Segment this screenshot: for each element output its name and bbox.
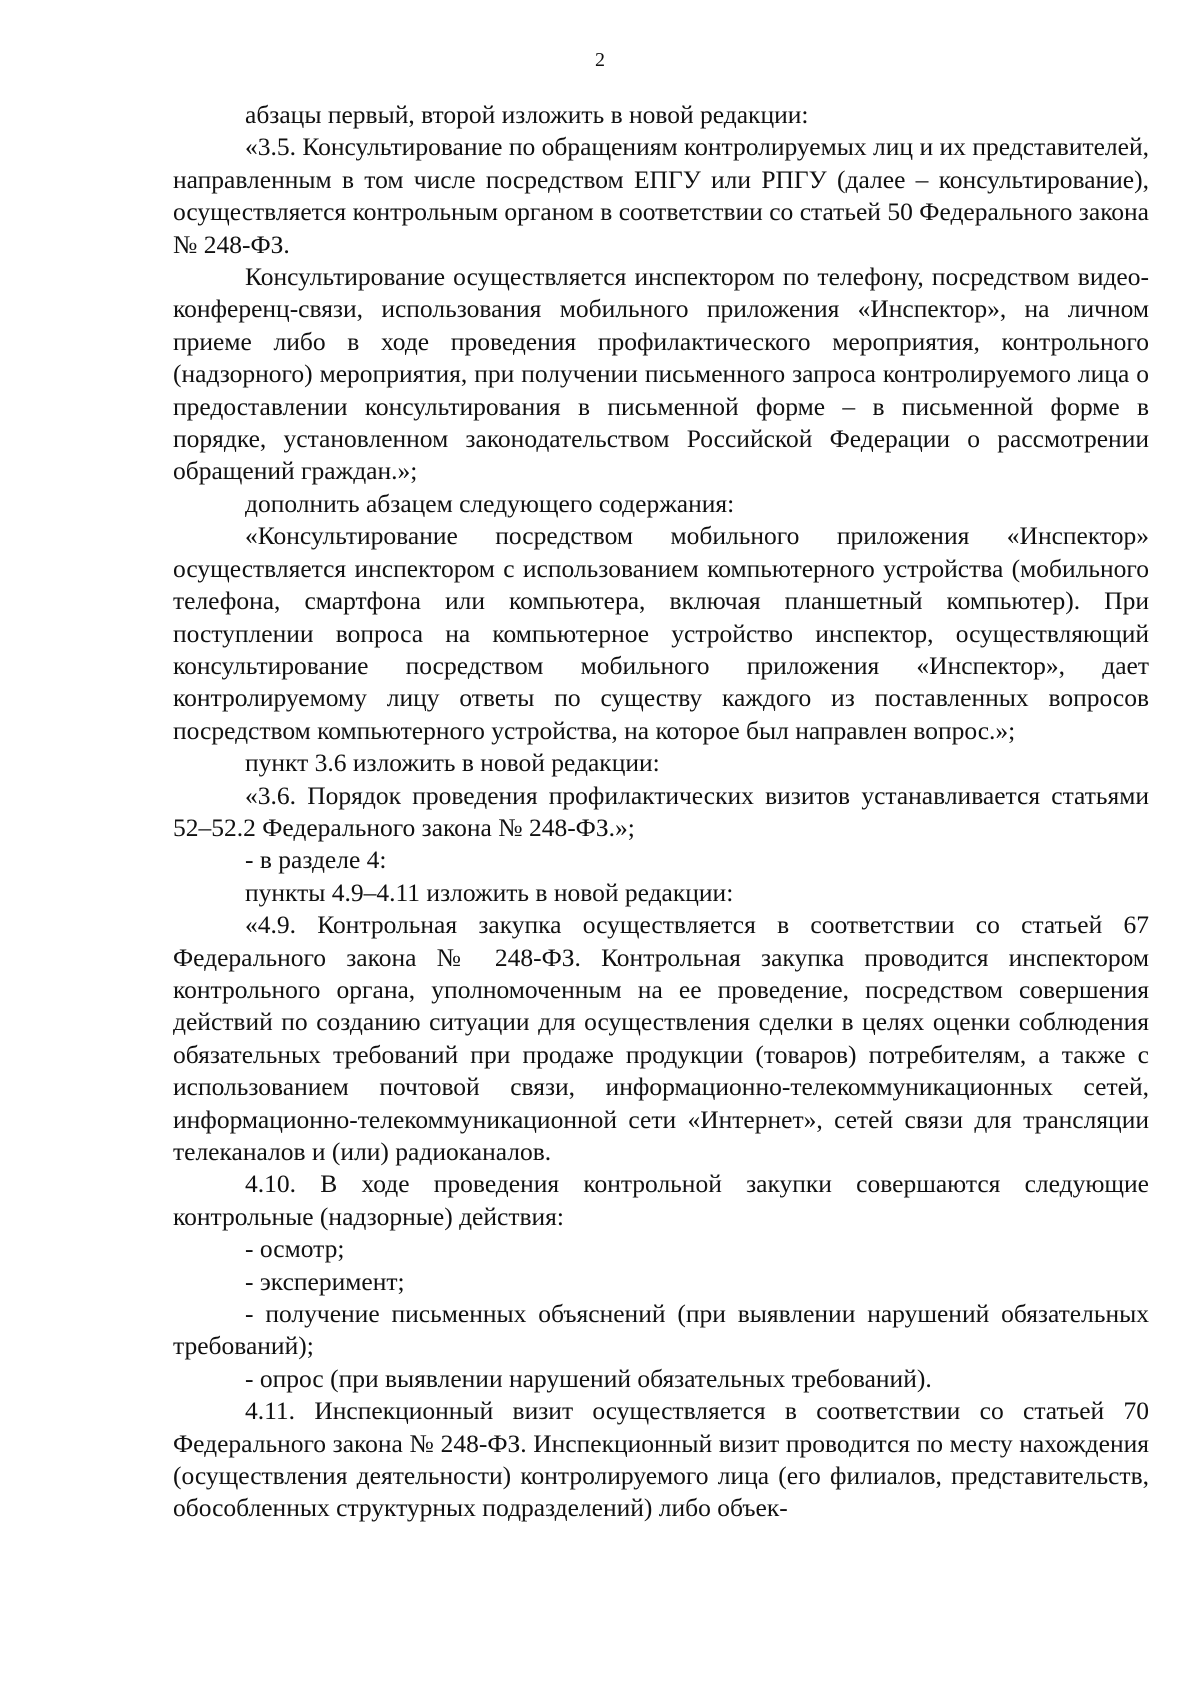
paragraph: 4.10. В ходе проведения контрольной закупки совершаются следующие контрольные (надзорные) действия: (173, 1169, 1149, 1231)
paragraph: абзацы первый, второй изложить в новой редакции: (245, 100, 809, 129)
paragraph: дополнить абзацем следующего содержания: (245, 488, 735, 518)
paragraph: пункты 4.9–4.11 изложить в новой редакции: (245, 877, 734, 907)
list-item: - эксперимент; (245, 1266, 405, 1296)
paragraph: «3.5. Консультирование по обращениям контролируемых лиц и их представителей, направленным в том числе посредством ЕПГУ или РПГУ (далее – консультирование), осуществляется контрольным органом в соответствии со статьей 50 Федерального закона № 248-ФЗ. (173, 132, 1149, 259)
paragraph: Консультирование осуществляется инспектором по телефону, посредством видео-конференц-связи, использования мобильного приложения «Инспектор», на личном приеме либо в ходе проведения профилактического мероприятия, контрольного (надзорного) мероприятия, при получении письменного запроса контролируемого лица о предоставлении консультирования в письменной форме – в письменной форме в порядке, установленном законодательством Российской Федерации о рассмотрении обращений граждан.»; (173, 262, 1149, 486)
paragraph: «4.9. Контрольная закупка осуществляется в соответствии со статьей 67 Федерального закона № 248-ФЗ. Контрольная закупка проводится инспектором контрольного органа, уполномоченным на ее проведение, посредством совершения действий по созданию ситуации для осуществления сделки в целях оценки соблюдения обязательных требований при продаже продукции (товаров) потребителям, а также с использованием почтовой связи, информационно-телекоммуникационных сетей, информационно-телекоммуникационной сети «Интернет», сетей связи для трансляции телеканалов и (или) радиоканалов. (173, 910, 1149, 1166)
paragraph: 4.11. Инспекционный визит осуществляется в соответствии со статьей 70 Федерального закона № 248-ФЗ. Инспекционный визит проводится по месту нахождения (осуществления деятельности) контролируемого лица (его филиалов, представительств, обособленных структурных подразделений) либо объек- (173, 1396, 1149, 1523)
list-item: - в разделе 4: (245, 845, 387, 875)
paragraph: «Консультирование посредством мобильного приложения «Инспектор» осуществляется инспектором с использованием компьютерного устройства (мобильного телефона, смартфона или компьютера, включая планшетный компьютер). При поступлении вопроса на компьютерное устройство инспектор, осуществляющий консультирование посредством мобильного приложения «Инспектор», дает контролируемому лицу ответы по существу каждого из поставленных вопросов посредством компьютерного устройства, на которое был направлен вопрос.»; (173, 521, 1149, 745)
list-item: - осмотр; (245, 1234, 345, 1264)
list-item: - опрос (при выявлении нарушений обязательных требований). (245, 1363, 932, 1393)
page-number: 2 (595, 49, 605, 71)
paragraph: «3.6. Порядок проведения профилактических визитов устанавливается статьями 52–52.2 Федерального закона № 248-ФЗ.»; (173, 780, 1149, 842)
document-body (173, 99, 1149, 1525)
paragraph: пункт 3.6 изложить в новой редакции: (245, 748, 660, 778)
list-item: - получение письменных объяснений (при выявлении нарушений обязательных требований); (173, 1299, 1149, 1361)
